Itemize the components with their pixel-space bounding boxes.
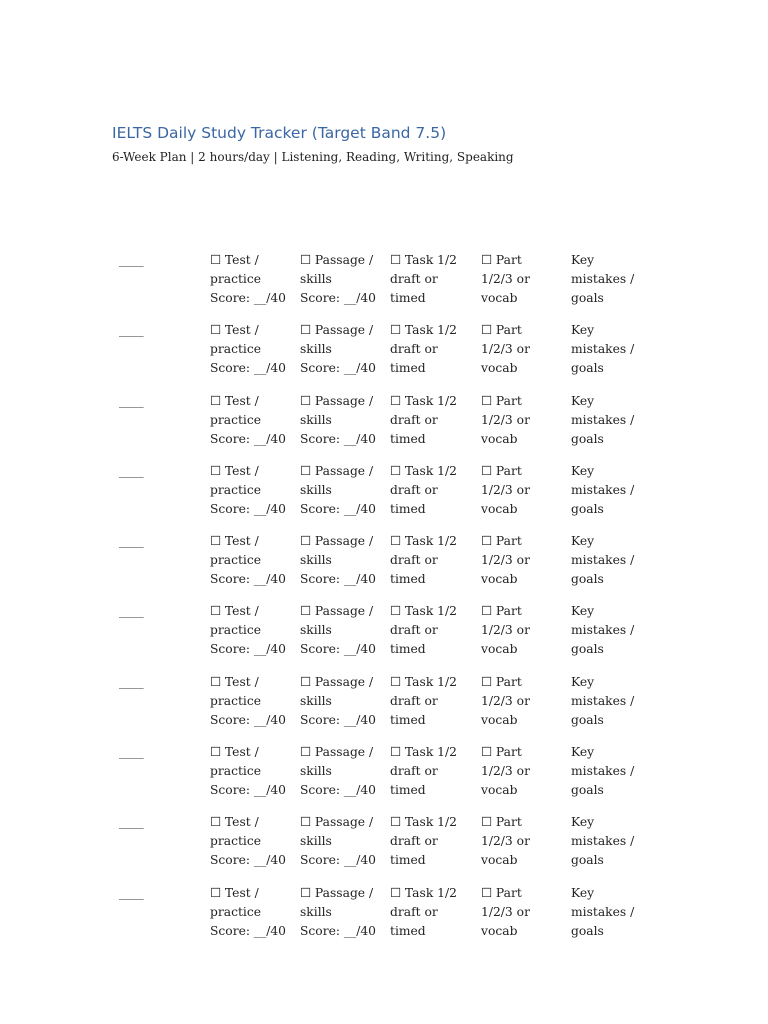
listening-cell-line: ☐ Test / xyxy=(210,885,259,900)
table-row xyxy=(0,462,768,532)
listening-cell-line: practice xyxy=(210,623,262,638)
listening-cell-line: ☐ Test / xyxy=(210,815,259,830)
table-row xyxy=(0,251,768,321)
speaking-cell-line: ☐ Part xyxy=(481,604,522,619)
speaking-cell-line: vocab xyxy=(481,572,518,587)
notes-cell-line: goals xyxy=(571,783,604,798)
speaking-cell xyxy=(481,321,530,378)
reading-cell-line: skills xyxy=(300,834,332,849)
reading-cell-line: Score: __/40 xyxy=(300,572,377,587)
page-subtitle: 6-Week Plan | 2 hours/day | Listening, Reading, Writing, Speaking xyxy=(112,150,514,164)
writing-cell-line: ☐ Task 1/2 xyxy=(390,815,457,830)
writing-cell-line: timed xyxy=(390,853,426,868)
listening-cell-line: Score: __/40 xyxy=(210,712,287,727)
notes-cell xyxy=(571,392,634,449)
speaking-cell-line: 1/2/3 or xyxy=(481,693,530,708)
listening-cell-line: practice xyxy=(210,342,262,357)
notes-cell-line: Key xyxy=(571,323,595,338)
table-row xyxy=(0,532,768,602)
reading-cell xyxy=(300,251,376,308)
reading-cell-line: ☐ Passage / xyxy=(300,323,374,338)
notes-cell-line: mistakes / xyxy=(571,693,635,708)
listening-cell-line: ☐ Test / xyxy=(210,253,259,267)
speaking-cell-line: ☐ Part xyxy=(481,534,522,549)
reading-cell-line: Score: __/40 xyxy=(300,361,377,376)
writing-cell-line: draft or xyxy=(390,482,438,497)
speaking-cell xyxy=(481,813,530,870)
writing-cell-line: timed xyxy=(390,783,426,798)
listening-cell-line: practice xyxy=(210,412,262,427)
listening-cell xyxy=(210,462,286,519)
notes-cell xyxy=(571,462,634,519)
reading-cell xyxy=(300,743,376,800)
listening-cell-line: practice xyxy=(210,693,262,708)
date-blank: ____ xyxy=(119,393,144,408)
notes-cell-line: Key xyxy=(571,604,595,619)
speaking-cell-line: 1/2/3 or xyxy=(481,553,530,568)
date-blank: ____ xyxy=(119,323,144,338)
notes-cell-line: Key xyxy=(571,885,595,900)
table-row xyxy=(0,392,768,462)
writing-cell-line: draft or xyxy=(390,764,438,779)
reading-cell xyxy=(300,532,376,589)
speaking-cell-line: ☐ Part xyxy=(481,323,522,338)
speaking-cell xyxy=(481,532,530,589)
reading-cell-line: skills xyxy=(300,693,332,708)
notes-cell-line: mistakes / xyxy=(571,482,635,497)
listening-cell-line: ☐ Test / xyxy=(210,604,259,619)
writing-cell-line: timed xyxy=(390,431,426,446)
speaking-cell xyxy=(481,392,530,449)
listening-cell-line: practice xyxy=(210,834,262,849)
listening-cell-line: Score: __/40 xyxy=(210,501,287,516)
table-row xyxy=(0,602,768,672)
listening-cell-line: practice xyxy=(210,272,262,286)
reading-cell-line: ☐ Passage / xyxy=(300,674,374,689)
listening-cell xyxy=(210,743,286,800)
reading-cell-line: ☐ Passage / xyxy=(300,745,374,760)
notes-cell-line: mistakes / xyxy=(571,412,635,427)
reading-cell-line: ☐ Passage / xyxy=(300,534,374,549)
listening-cell-line: ☐ Test / xyxy=(210,323,259,338)
reading-cell-line: skills xyxy=(300,412,332,427)
speaking-cell xyxy=(481,251,530,308)
reading-cell-line: skills xyxy=(300,904,332,919)
speaking-cell-line: vocab xyxy=(481,291,518,305)
reading-cell xyxy=(300,884,376,941)
reading-cell-line: ☐ Passage / xyxy=(300,604,374,619)
speaking-cell xyxy=(481,462,530,519)
listening-cell-line: ☐ Test / xyxy=(210,534,259,549)
writing-cell xyxy=(390,392,457,449)
speaking-cell-line: 1/2/3 or xyxy=(481,623,530,638)
writing-cell xyxy=(390,321,457,378)
writing-cell-line: timed xyxy=(390,923,426,938)
reading-cell-line: skills xyxy=(300,272,332,286)
speaking-cell xyxy=(481,673,530,730)
reading-cell-line: Score: __/40 xyxy=(300,501,377,516)
reading-cell-line: Score: __/40 xyxy=(300,431,377,446)
reading-cell xyxy=(300,392,376,449)
writing-cell-line: timed xyxy=(390,572,426,587)
notes-cell-line: Key xyxy=(571,534,595,549)
reading-cell-line: ☐ Passage / xyxy=(300,253,374,267)
notes-cell xyxy=(571,673,634,730)
writing-cell xyxy=(390,813,457,870)
writing-cell xyxy=(390,884,457,941)
reading-cell-line: Score: __/40 xyxy=(300,853,377,868)
speaking-cell-line: 1/2/3 or xyxy=(481,342,530,357)
reading-cell-line: Score: __/40 xyxy=(300,783,377,798)
speaking-cell-line: vocab xyxy=(481,712,518,727)
listening-cell xyxy=(210,321,286,378)
table-row xyxy=(0,743,768,813)
writing-cell xyxy=(390,602,457,659)
reading-cell-line: skills xyxy=(300,482,332,497)
speaking-cell-line: ☐ Part xyxy=(481,815,522,830)
writing-cell-line: ☐ Task 1/2 xyxy=(390,534,457,549)
notes-cell-line: mistakes / xyxy=(571,834,635,849)
table-row xyxy=(0,884,768,938)
date-blank: ____ xyxy=(119,534,144,549)
speaking-cell-line: ☐ Part xyxy=(481,674,522,689)
listening-cell-line: Score: __/40 xyxy=(210,431,287,446)
writing-cell-line: ☐ Task 1/2 xyxy=(390,323,457,338)
notes-cell-line: mistakes / xyxy=(571,623,635,638)
date-blank: ____ xyxy=(119,463,144,478)
notes-cell-line: mistakes / xyxy=(571,272,635,286)
listening-cell-line: Score: __/40 xyxy=(210,923,287,938)
speaking-cell-line: 1/2/3 or xyxy=(481,412,530,427)
notes-cell-line: mistakes / xyxy=(571,342,635,357)
reading-cell-line: Score: __/40 xyxy=(300,291,377,305)
writing-cell xyxy=(390,251,457,308)
speaking-cell-line: vocab xyxy=(481,853,518,868)
date-blank: ____ xyxy=(119,674,144,689)
listening-cell xyxy=(210,813,286,870)
writing-cell xyxy=(390,532,457,589)
table-row xyxy=(0,813,768,883)
notes-cell-line: goals xyxy=(571,853,604,868)
speaking-cell-line: vocab xyxy=(481,783,518,798)
writing-cell-line: draft or xyxy=(390,693,438,708)
notes-cell-line: goals xyxy=(571,291,604,305)
notes-cell-line: goals xyxy=(571,712,604,727)
listening-cell-line: Score: __/40 xyxy=(210,291,287,305)
writing-cell-line: ☐ Task 1/2 xyxy=(390,393,457,408)
notes-cell xyxy=(571,321,634,378)
speaking-cell-line: ☐ Part xyxy=(481,393,522,408)
notes-cell-line: Key xyxy=(571,674,595,689)
writing-cell-line: timed xyxy=(390,291,426,305)
speaking-cell xyxy=(481,743,530,800)
date-blank: ____ xyxy=(119,885,144,900)
writing-cell-line: ☐ Task 1/2 xyxy=(390,745,457,760)
notes-cell-line: Key xyxy=(571,815,595,830)
listening-cell-line: practice xyxy=(210,764,262,779)
reading-cell-line: skills xyxy=(300,553,332,568)
reading-cell-line: Score: __/40 xyxy=(300,642,377,657)
notes-cell-line: Key xyxy=(571,463,595,478)
speaking-cell-line: vocab xyxy=(481,431,518,446)
speaking-cell xyxy=(481,602,530,659)
reading-cell xyxy=(300,321,376,378)
writing-cell-line: timed xyxy=(390,642,426,657)
reading-cell-line: ☐ Passage / xyxy=(300,393,374,408)
listening-cell-line: ☐ Test / xyxy=(210,463,259,478)
speaking-cell-line: 1/2/3 or xyxy=(481,482,530,497)
notes-cell-line: mistakes / xyxy=(571,553,635,568)
listening-cell-line: Score: __/40 xyxy=(210,642,287,657)
speaking-cell-line: vocab xyxy=(481,642,518,657)
speaking-cell-line: ☐ Part xyxy=(481,745,522,760)
table-row xyxy=(0,321,768,391)
listening-cell-line: practice xyxy=(210,553,262,568)
speaking-cell-line: vocab xyxy=(481,361,518,376)
notes-cell-line: goals xyxy=(571,501,604,516)
reading-cell-line: skills xyxy=(300,342,332,357)
listening-cell xyxy=(210,673,286,730)
date-blank: ____ xyxy=(119,253,144,267)
speaking-cell-line: 1/2/3 or xyxy=(481,764,530,779)
listening-cell-line: ☐ Test / xyxy=(210,745,259,760)
listening-cell-line: ☐ Test / xyxy=(210,674,259,689)
notes-cell xyxy=(571,743,634,800)
writing-cell-line: draft or xyxy=(390,904,438,919)
notes-cell-line: Key xyxy=(571,393,595,408)
writing-cell-line: timed xyxy=(390,712,426,727)
table-row xyxy=(0,673,768,743)
notes-cell-line: goals xyxy=(571,361,604,376)
writing-cell-line: ☐ Task 1/2 xyxy=(390,463,457,478)
date-blank: ____ xyxy=(119,815,144,830)
notes-cell xyxy=(571,251,634,308)
reading-cell-line: skills xyxy=(300,623,332,638)
writing-cell-line: draft or xyxy=(390,342,438,357)
notes-cell-line: mistakes / xyxy=(571,904,635,919)
writing-cell xyxy=(390,743,457,800)
reading-cell-line: skills xyxy=(300,764,332,779)
speaking-cell-line: ☐ Part xyxy=(481,253,522,267)
writing-cell-line: ☐ Task 1/2 xyxy=(390,674,457,689)
reading-cell-line: ☐ Passage / xyxy=(300,815,374,830)
notes-cell-line: Key xyxy=(571,253,595,267)
writing-cell-line: draft or xyxy=(390,623,438,638)
speaking-cell-line: vocab xyxy=(481,923,518,938)
reading-cell-line: Score: __/40 xyxy=(300,712,377,727)
reading-cell-line: ☐ Passage / xyxy=(300,463,374,478)
page-title: IELTS Daily Study Tracker (Target Band 7.5) xyxy=(112,124,447,142)
date-blank: ____ xyxy=(119,745,144,760)
writing-cell-line: draft or xyxy=(390,834,438,849)
reading-cell-line: Score: __/40 xyxy=(300,923,377,938)
writing-cell-line: timed xyxy=(390,361,426,376)
reading-cell xyxy=(300,462,376,519)
listening-cell xyxy=(210,392,286,449)
listening-cell-line: Score: __/40 xyxy=(210,572,287,587)
notes-cell-line: goals xyxy=(571,642,604,657)
notes-cell xyxy=(571,813,634,870)
listening-cell-line: Score: __/40 xyxy=(210,853,287,868)
writing-cell-line: draft or xyxy=(390,412,438,427)
notes-cell-line: Key xyxy=(571,745,595,760)
listening-cell-line: Score: __/40 xyxy=(210,361,287,376)
study-tracker-table xyxy=(0,251,768,938)
notes-cell xyxy=(571,884,634,941)
reading-cell xyxy=(300,673,376,730)
speaking-cell-line: 1/2/3 or xyxy=(481,272,530,286)
writing-cell xyxy=(390,673,457,730)
notes-cell-line: goals xyxy=(571,431,604,446)
reading-cell xyxy=(300,602,376,659)
notes-cell-line: goals xyxy=(571,572,604,587)
writing-cell-line: ☐ Task 1/2 xyxy=(390,253,457,267)
listening-cell-line: practice xyxy=(210,482,262,497)
speaking-cell-line: 1/2/3 or xyxy=(481,834,530,849)
writing-cell-line: draft or xyxy=(390,272,438,286)
writing-cell-line: ☐ Task 1/2 xyxy=(390,604,457,619)
date-blank: ____ xyxy=(119,604,144,619)
writing-cell xyxy=(390,462,457,519)
listening-cell-line: practice xyxy=(210,904,262,919)
speaking-cell-line: ☐ Part xyxy=(481,463,522,478)
reading-cell-line: ☐ Passage / xyxy=(300,885,374,900)
speaking-cell-line: ☐ Part xyxy=(481,885,522,900)
writing-cell-line: draft or xyxy=(390,553,438,568)
listening-cell-line: Score: __/40 xyxy=(210,783,287,798)
listening-cell xyxy=(210,602,286,659)
notes-cell xyxy=(571,532,634,589)
reading-cell xyxy=(300,813,376,870)
notes-cell xyxy=(571,602,634,659)
listening-cell-line: ☐ Test / xyxy=(210,393,259,408)
notes-cell-line: mistakes / xyxy=(571,764,635,779)
speaking-cell-line: 1/2/3 or xyxy=(481,904,530,919)
writing-cell-line: timed xyxy=(390,501,426,516)
listening-cell xyxy=(210,532,286,589)
listening-cell xyxy=(210,884,286,941)
notes-cell-line: goals xyxy=(571,923,604,938)
speaking-cell-line: vocab xyxy=(481,501,518,516)
speaking-cell xyxy=(481,884,530,941)
listening-cell xyxy=(210,251,286,308)
writing-cell-line: ☐ Task 1/2 xyxy=(390,885,457,900)
